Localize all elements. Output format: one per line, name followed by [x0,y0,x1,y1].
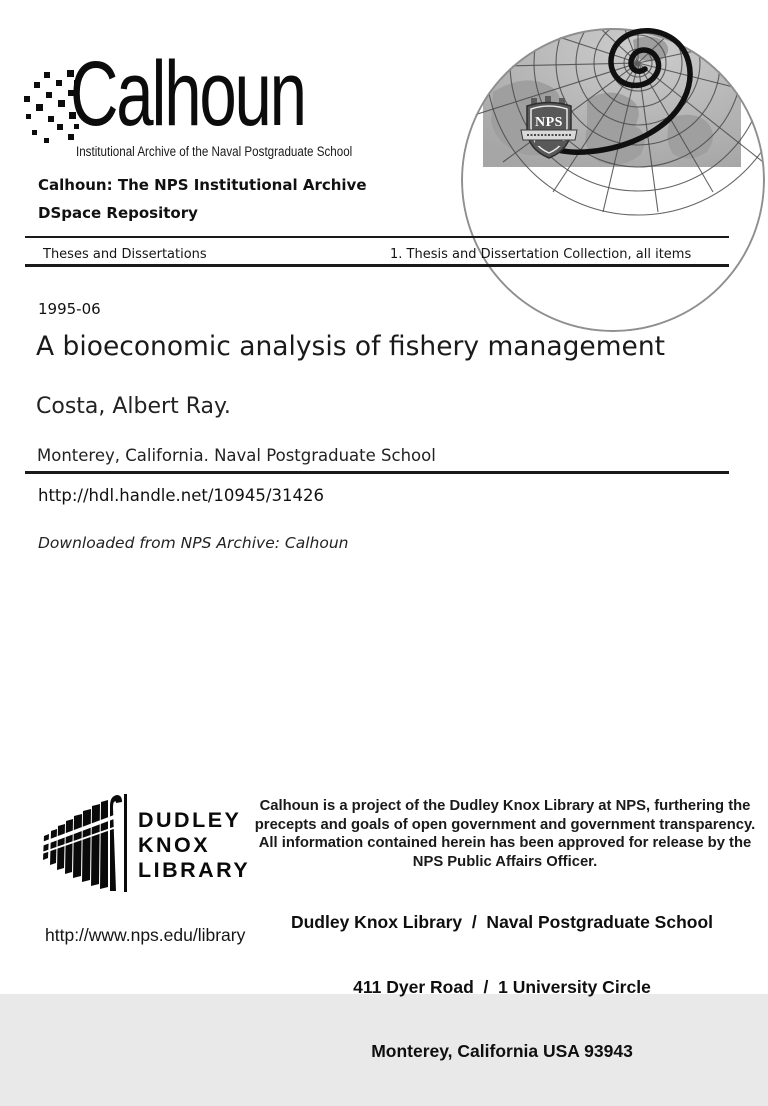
release-statement: Calhoun is a project of the Dudley Knox Library at NPS, furthering the precepts and goals of open government and government transparency. All information contained herein has been approved for release by the NPS Public Affairs Officer. [254,798,756,870]
library-name-line2: KNOX [138,833,211,857]
library-name-line1: DUDLEY [138,808,242,832]
library-name [138,808,250,883]
address-line1: Dudley Knox Library / Naval Postgraduate School [290,912,714,932]
address-line3: Monterey, California USA 93943 [371,1041,633,1061]
library-address [242,869,762,1106]
calhoun-logo [24,43,353,165]
handle-url-link[interactable]: http://hdl.handle.net/10945/31426 [38,486,324,505]
divider-rule-collection [25,264,729,267]
collection-name: Theses and Dissertations [43,247,207,262]
logo-divider [124,794,127,892]
document-publisher: Monterey, California. Naval Postgraduate School [37,446,436,465]
document-title: A bioeconomic analysis of fishery management [36,331,666,362]
archive-title: Calhoun: The NPS Institutional Archive [38,176,367,194]
publication-date: 1995-06 [38,300,101,318]
svg-text:NPS: NPS [535,115,563,130]
address-line2: 411 Dyer Road / 1 University Circle [353,976,651,997]
library-name-line3: LIBRARY [138,858,251,882]
nps-globe-illustration [483,22,741,167]
calhoun-logo-tagline: Institutional Archive of the Naval Postgraduate School [76,144,353,159]
library-website-link[interactable]: http://www.nps.edu/library [45,925,246,945]
collection-detail: 1. Thesis and Dissertation Collection, all items [390,247,692,262]
divider-rule-handle [25,471,729,474]
calhoun-logo-word: Calhoun [70,43,305,145]
divider-rule-top [25,236,729,238]
books-icon [42,794,122,892]
document-author: Costa, Albert Ray. [36,394,231,419]
repository-subtitle: DSpace Repository [38,204,198,222]
globe-icon [483,22,741,167]
download-note: Downloaded from NPS Archive: Calhoun [38,534,349,552]
